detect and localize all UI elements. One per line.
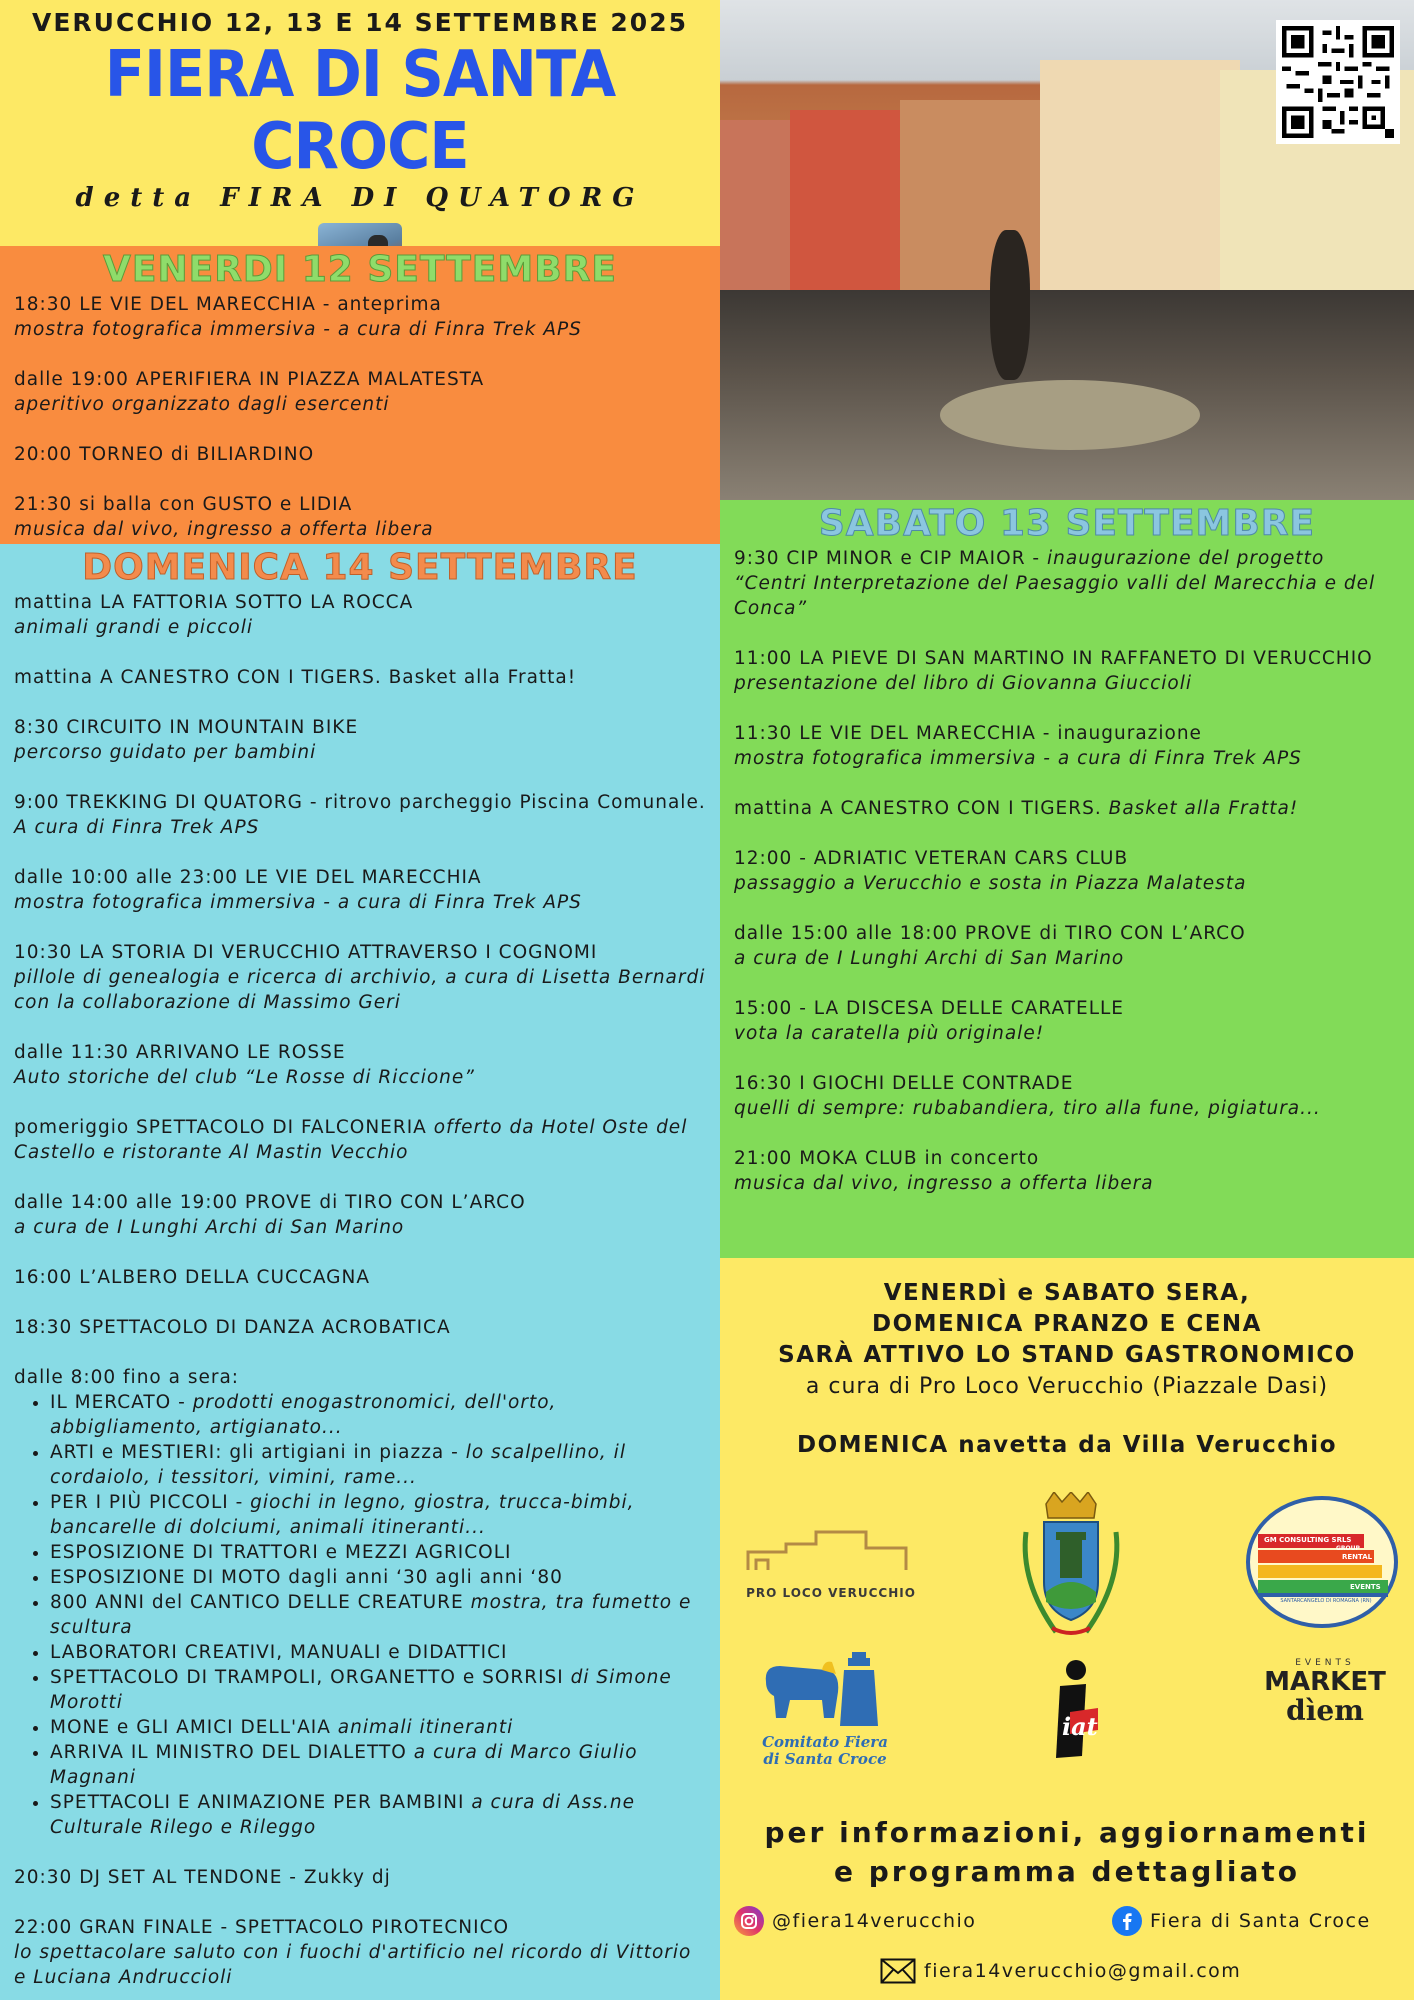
event-title: 12:00 - ADRIATIC VETERAN CARS CLUB xyxy=(734,848,1129,869)
gm-rental: RENTAL xyxy=(1342,1553,1373,1561)
info-iat-icon xyxy=(1036,1656,1116,1766)
event-description: animali grandi e piccoli xyxy=(14,617,253,638)
event-title: 18:30 LE VIE DEL MARECCHIA - anteprima xyxy=(14,294,442,315)
event-note: Basket alla Fratta! xyxy=(1108,798,1299,819)
event-description: vota la caratella più originale! xyxy=(734,1023,1045,1044)
proloco-logo xyxy=(746,1530,916,1610)
event-dates: VERUCCHIO 12, 13 E 14 SETTEMBRE 2025 xyxy=(32,8,688,37)
list-item-title: ARRIVA IL MINISTRO DEL DIALETTO xyxy=(50,1742,407,1763)
email-address[interactable]: fiera14verucchio@gmail.com xyxy=(924,1960,1242,1982)
event-title: 22:00 GRAN FINALE - SPETTACOLO PIROTECNICO xyxy=(14,1917,510,1938)
event-description: percorso guidato per bambini xyxy=(14,742,317,763)
list-item xyxy=(50,1440,706,1490)
saturday-panel xyxy=(720,500,1414,1258)
event-title: 11:30 LE VIE DEL MARECCHIA - inaugurazione xyxy=(734,723,1202,744)
event-item xyxy=(14,590,706,640)
event-item xyxy=(14,492,706,542)
list-item-title: LABORATORI CREATIVI, MANUALI e DIDATTICI xyxy=(50,1642,508,1663)
gm-consulting-badge-icon xyxy=(1244,1494,1400,1630)
food-line-4: a cura di Pro Loco Verucchio (Piazzale Dasi) xyxy=(805,1374,1329,1399)
event-item xyxy=(734,646,1400,696)
event-title: dalle 15:00 alle 18:00 PROVE di TIRO CON L’ARCO xyxy=(734,923,1246,944)
event-item xyxy=(734,921,1400,971)
list-item-description: animali itineranti xyxy=(337,1717,514,1738)
list-item-title: SPETTACOLO DI TRAMPOLI, ORGANETTO e SORRISI xyxy=(50,1667,564,1688)
info-heading-1: per informazioni, aggiornamenti xyxy=(764,1816,1370,1849)
gm-group: GROUP xyxy=(1336,1545,1360,1552)
event-title: 16:00 L’ALBERO DELLA CUCCAGNA xyxy=(14,1267,370,1288)
list-item-title: PER I PIÙ PICCOLI - xyxy=(50,1492,244,1513)
proloco-label: PRO LOCO VERUCCHIO xyxy=(746,1586,916,1600)
food-line-3: SARÀ ATTIVO LO STAND GASTRONOMICO xyxy=(778,1342,1356,1368)
event-description: musica dal vivo, ingresso a offerta libera xyxy=(14,519,434,540)
list-item xyxy=(50,1565,706,1590)
event-item xyxy=(14,665,706,690)
gm-name: GM CONSULTING SRLS xyxy=(1264,1536,1352,1544)
event-description: aperitivo organizzato dagli esercenti xyxy=(14,394,390,415)
facebook-page[interactable]: Fiera di Santa Croce xyxy=(1150,1910,1371,1932)
event-title: mattina A CANESTRO CON I TIGERS. xyxy=(734,798,1102,819)
event-item xyxy=(14,1315,706,1340)
event-title: 9:30 CIP MINOR e CIP MAIOR - xyxy=(734,548,1041,569)
event-title: dalle 14:00 alle 19:00 PROVE di TIRO CON L’ARCO xyxy=(14,1192,526,1213)
gm-place: SANTARCANGELO DI ROMAGNA (RN) xyxy=(1280,1598,1372,1604)
list-item xyxy=(50,1665,706,1715)
list-item xyxy=(50,1590,706,1640)
list-item-title: SPETTACOLI E ANIMAZIONE PER BAMBINI xyxy=(50,1792,465,1813)
email-link[interactable] xyxy=(880,1958,1241,1984)
friday-events xyxy=(0,292,720,542)
list-intro: dalle 8:00 fino a sera: xyxy=(14,1367,240,1388)
header-panel xyxy=(0,0,720,246)
event-title: pomeriggio SPETTACOLO DI FALCONERIA xyxy=(14,1117,427,1138)
sunday-events xyxy=(0,590,720,1990)
info-heading-2: e programma dettagliato xyxy=(833,1855,1301,1888)
event-item xyxy=(14,715,706,765)
facebook-link[interactable] xyxy=(1112,1906,1371,1936)
event-item xyxy=(14,442,706,467)
instagram-icon xyxy=(734,1906,764,1936)
event-title: 11:00 LA PIEVE DI SAN MARTINO IN RAFFANETO DI VERUCCHIO xyxy=(734,648,1373,669)
proloco-castle-icon xyxy=(746,1530,916,1582)
page-title: FIERA DI SANTA CROCE xyxy=(104,38,616,184)
event-description: a cura de I Lunghi Archi di San Marino xyxy=(734,948,1125,969)
iat-logo xyxy=(1036,1656,1116,1766)
food-line-1: VENERDÌ e SABATO SERA, xyxy=(883,1280,1251,1306)
crest-icon xyxy=(1016,1492,1126,1642)
event-note: inaugurazione del progetto “Centri Interpretazione del Paesaggio valli del Marecchia e del Conca” xyxy=(734,548,1376,619)
event-title: dalle 11:30 ARRIVANO LE ROSSE xyxy=(14,1042,346,1063)
event-item xyxy=(14,1865,706,1890)
event-description: a cura de I Lunghi Archi di San Marino xyxy=(14,1217,405,1238)
facebook-icon xyxy=(1112,1906,1142,1936)
list-item-title: IL MERCATO - xyxy=(50,1392,186,1413)
event-description: lo spettacolare saluto con i fuochi d'artificio nel ricordo di Vittorio e Luciana Andruccioli xyxy=(14,1942,692,1988)
event-item xyxy=(734,846,1400,896)
instagram-link[interactable] xyxy=(734,1906,976,1936)
event-note: A cura di Finra Trek APS xyxy=(14,817,260,838)
event-title: 21:30 si balla con GUSTO e LIDIA xyxy=(14,494,353,515)
list-item-description: a cura di Marco Giulio Magnani xyxy=(50,1742,638,1788)
event-description: mostra fotografica immersiva - a cura di Finra Trek APS xyxy=(14,892,582,913)
event-title: 9:00 TREKKING DI QUATORG - ritrovo parcheggio Piscina Comunale. xyxy=(14,792,706,813)
event-description: pillole di genealogia e ricerca di archivio, a cura di Lisetta Bernardi con la collaborazione di Massimo Geri xyxy=(14,967,706,1013)
list-item-description: giochi in legno, giostra, trucca-bimbi, bancarelle di dolciumi, animali itineranti... xyxy=(50,1492,635,1538)
event-item xyxy=(734,796,1400,821)
event-description: musica dal vivo, ingresso a offerta libera xyxy=(734,1173,1154,1194)
saturday-events xyxy=(720,546,1414,1196)
event-title: 15:00 - LA DISCESA DELLE CARATELLE xyxy=(734,998,1124,1019)
event-title: dalle 19:00 APERIFIERA IN PIAZZA MALATESTA xyxy=(14,369,485,390)
comitato-logo xyxy=(760,1652,890,1778)
event-title: 16:30 I GIOCHI DELLE CONTRADE xyxy=(734,1073,1074,1094)
event-title: dalle 10:00 alle 23:00 LE VIE DEL MARECCHIA xyxy=(14,867,482,888)
list-item-title: ESPOSIZIONE DI TRATTORI e MEZZI AGRICOLI xyxy=(50,1542,512,1563)
list-item-description: a cura di Ass.ne Culturale Rilego e Rileggo xyxy=(50,1792,635,1838)
market-day-list xyxy=(14,1365,706,1840)
gm-consulting-logo xyxy=(1244,1494,1400,1630)
shuttle-info: DOMENICA navetta da Villa Verucchio xyxy=(797,1432,1337,1458)
event-title: 20:00 TORNEO di BILIARDINO xyxy=(14,444,315,465)
event-title: 21:00 MOKA CLUB in concerto xyxy=(734,1148,1040,1169)
list-item xyxy=(50,1540,706,1565)
list-item xyxy=(50,1790,706,1840)
qr-code[interactable] xyxy=(1276,20,1400,144)
market-diem-logo xyxy=(1260,1658,1390,1758)
event-note: offerto da Hotel Oste del Castello e ristorante Al Mastin Vecchio xyxy=(14,1117,688,1163)
list-item-title: 800 ANNI del CANTICO DELLE CREATURE xyxy=(50,1592,464,1613)
event-item xyxy=(14,1190,706,1240)
event-description: mostra fotografica immersiva - a cura di Finra Trek APS xyxy=(14,319,582,340)
event-title: 8:30 CIRCUITO IN MOUNTAIN BIKE xyxy=(14,717,359,738)
event-item xyxy=(14,292,706,342)
list-item xyxy=(50,1715,706,1740)
food-info-panel xyxy=(720,1258,1414,2000)
event-title: 18:30 SPETTACOLO DI DANZA ACROBATICA xyxy=(14,1317,451,1338)
comitato-name-2: di Santa Croce xyxy=(763,1750,887,1768)
list-item-title: ESPOSIZIONE DI MOTO dagli anni ‘30 agli anni ‘80 xyxy=(50,1567,563,1588)
event-item xyxy=(14,1915,706,1990)
food-line-2: DOMENICA PRANZO E CENA xyxy=(872,1311,1262,1337)
page-subtitle: detta FIRA DI QUATORG xyxy=(75,183,645,213)
list-item-description: mostra, tra fumetto e scultura xyxy=(50,1592,692,1638)
list-item-title: MONE e GLI AMICI DELL'AIA xyxy=(50,1717,331,1738)
market-events: EVENTS xyxy=(1295,1658,1355,1668)
event-item xyxy=(14,1040,706,1090)
market-title: MARKET xyxy=(1264,1667,1386,1697)
event-item xyxy=(734,996,1400,1046)
event-title: 20:30 DJ SET AL TENDONE - Zukky dj xyxy=(14,1867,391,1888)
event-item xyxy=(14,865,706,915)
market-diem: dìem xyxy=(1286,1694,1364,1727)
municipality-crest xyxy=(1016,1492,1126,1642)
friday-panel xyxy=(0,246,720,544)
list-item-description: prodotti enogastronomici, dell'orto, abbigliamento, artigianato... xyxy=(50,1392,557,1438)
activities-list xyxy=(14,1390,706,1840)
iat-label: iat xyxy=(1062,1712,1098,1741)
event-item xyxy=(14,367,706,417)
event-description: Auto storiche del club “Le Rosse di Riccione” xyxy=(14,1067,475,1088)
friday-heading: VENERDI 12 SETTEMBRE xyxy=(103,249,617,290)
event-description: passaggio a Verucchio e sosta in Piazza Malatesta xyxy=(734,873,1247,894)
list-item xyxy=(50,1390,706,1440)
list-item-description: di Simone Morotti xyxy=(50,1667,672,1713)
event-title: mattina LA FATTORIA SOTTO LA ROCCA xyxy=(14,592,414,613)
event-item xyxy=(14,940,706,1015)
saturday-heading: SABATO 13 SETTEMBRE xyxy=(818,503,1316,544)
event-description: quelli di sempre: rubabandiera, tiro alla fune, pigiatura... xyxy=(734,1098,1321,1119)
list-item-title: ARTI e MESTIERI: gli artigiani in piazza - xyxy=(50,1442,459,1463)
instagram-handle[interactable]: @fiera14verucchio xyxy=(772,1910,977,1932)
event-item xyxy=(734,721,1400,771)
gm-events: EVENTS xyxy=(1350,1583,1381,1591)
comitato-name-1: Comitato Fiera xyxy=(762,1733,888,1751)
ox-and-farmer-icon xyxy=(760,1652,890,1730)
event-item xyxy=(734,1146,1400,1196)
event-title: mattina A CANESTRO CON I TIGERS. Basket alla Fratta! xyxy=(14,667,577,688)
list-item-description: lo scalpellino, il cordaiolo, i tessitori, vimini, rame... xyxy=(50,1442,626,1488)
event-item xyxy=(734,546,1400,621)
event-item xyxy=(734,1071,1400,1121)
fair-photo xyxy=(720,0,1414,500)
event-description: mostra fotografica immersiva - a cura di Finra Trek APS xyxy=(734,748,1302,769)
event-description: presentazione del libro di Giovanna Giuccioli xyxy=(734,673,1192,694)
list-item xyxy=(50,1740,706,1790)
list-item xyxy=(50,1490,706,1540)
event-item xyxy=(14,1265,706,1290)
sunday-panel xyxy=(0,544,720,2000)
event-item xyxy=(14,790,706,840)
sunday-heading: DOMENICA 14 SETTEMBRE xyxy=(82,547,638,588)
event-item xyxy=(14,1115,706,1165)
list-item xyxy=(50,1640,706,1665)
envelope-icon xyxy=(880,1958,916,1984)
event-title: 10:30 LA STORIA DI VERUCCHIO ATTRAVERSO I COGNOMI xyxy=(14,942,598,963)
